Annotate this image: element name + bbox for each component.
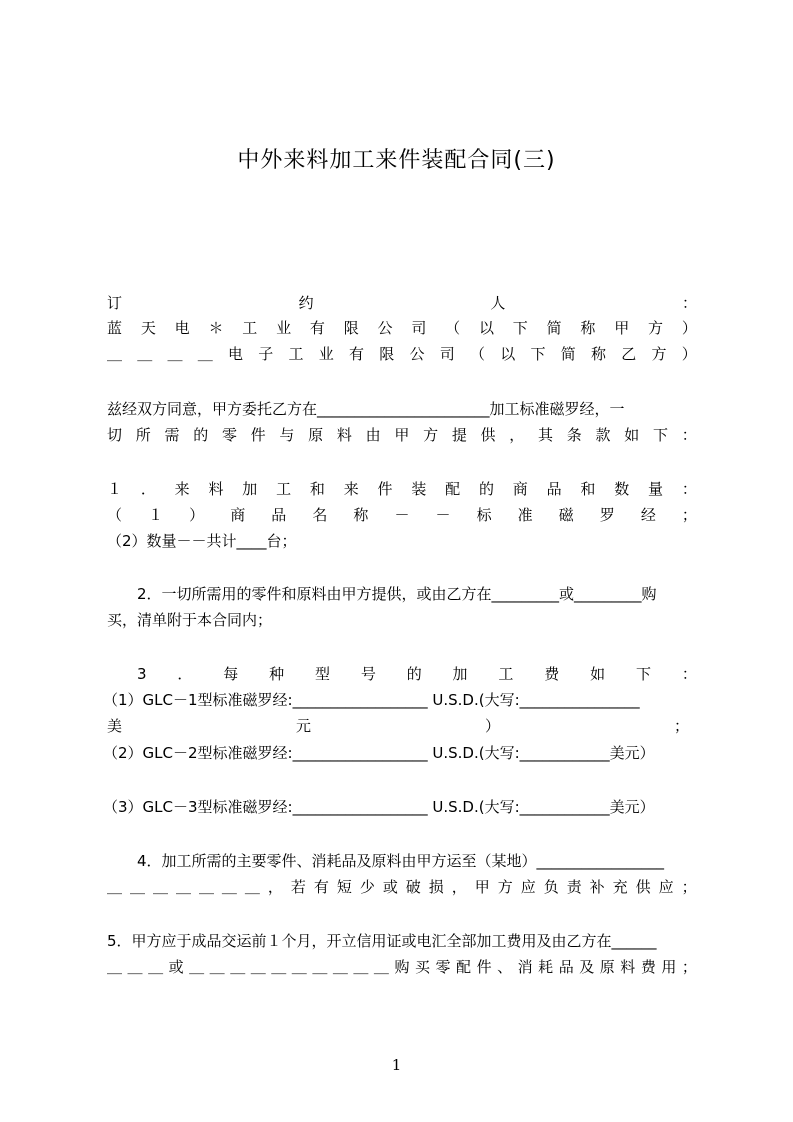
contract-line-clause2-1: 2．一切所需用的零件和原料由甲方提供，或由乙方在_________或_________购	[137, 585, 657, 603]
document-title: 中外来料加工来件装配合同(三)	[237, 148, 556, 173]
contract-line-clause4-1: 4．加工所需的主要零件、消耗品及原料由甲方运至（某地）_________________	[137, 852, 665, 870]
contract-line-clause3-glc3: （3）GLC－3型标准磁罗经:__________________ U.S.D.(大写:____________美元）	[103, 798, 655, 816]
contract-line-intro-2: 切 所 需 的 零 件 与 原 料 由 甲 方 提 供 ， 其 条 款 如 下 ：	[107, 426, 697, 444]
page-number: 1	[391, 1056, 402, 1074]
contract-line-clause2-2: 买，清单附于本合同内；	[107, 611, 273, 629]
contract-line-clause3-glc1-cont: 美 元 ） ；	[107, 717, 689, 735]
contract-line-clause4-2: ＿ ＿ ＿ ＿ ＿ ＿ ＿ ， 若 有 短 少 或 破 损 ， 甲 方 应 负 责 补 充 供 应 ；	[107, 878, 697, 896]
contract-line-party-b: ＿ ＿ ＿ ＿ 电 子 工 业 有 限 公 司 （ 以 下 简 称 乙 方 ）	[107, 345, 697, 363]
contract-line-party-a: 蓝 天 电 ＊ 工 业 有 限 公 司 （ 以 下 简 称 甲 方 ）	[107, 319, 697, 337]
contract-line-clause3-glc1: （1）GLC－1型标准磁罗经:__________________ U.S.D.(大写:________________	[103, 691, 640, 709]
contract-line-intro-1: 兹经双方同意，甲方委托乙方在_______________________加工标准磁罗经，一	[107, 400, 625, 418]
contract-line-clause5-2: ＿ ＿ ＿ 或 ＿ ＿ ＿ ＿ ＿ ＿ ＿ ＿ ＿ ＿ 购 买 零 配 件 、 消 耗 品 及 原 料 费 用 ；	[107, 958, 697, 976]
contract-line-clause1-heading: １ ． 来 料 加 工 和 来 件 装 配 的 商 品 和 数 量 ：	[107, 480, 697, 498]
contract-line-parties-heading: 订 约 人 ：	[107, 294, 697, 312]
contract-line-clause1-item2: （2）数量－－共计____台；	[107, 532, 297, 550]
contract-line-clause3-heading: 3 ． 每 种 型 号 的 加 工 费 如 下 ：	[137, 665, 697, 683]
contract-line-clause3-glc2: （2）GLC－2型标准磁罗经:__________________ U.S.D.(大写:____________美元）	[103, 744, 655, 762]
contract-line-clause5-1: 5．甲方应于成品交运前１个月，开立信用证或电汇全部加工费用及由乙方在______	[107, 932, 657, 950]
contract-line-clause1-item1: （ １ ） 商 品 名 称 － － 标 准 磁 罗 经 ；	[107, 506, 697, 524]
